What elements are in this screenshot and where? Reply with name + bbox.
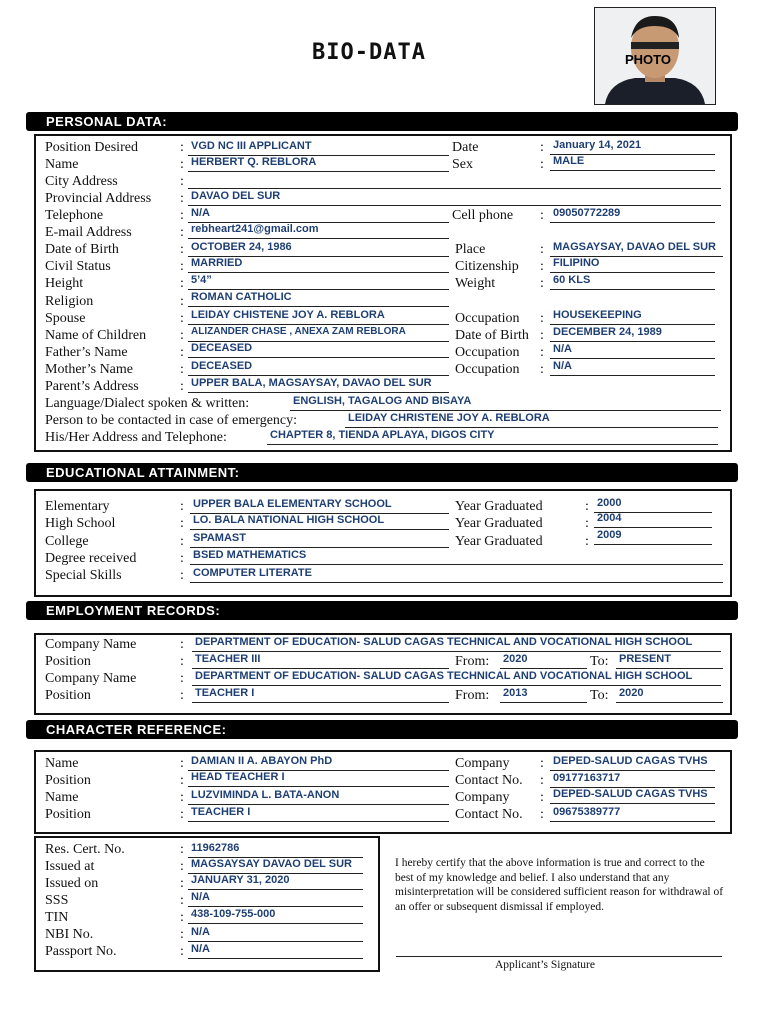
ref-contact2-field[interactable]: 09675389777 xyxy=(550,806,715,822)
high-school-year-label: Year Graduated xyxy=(455,516,543,531)
high-school-year-field[interactable]: 2004 xyxy=(594,512,712,528)
company1-field[interactable]: DEPARTMENT OF EDUCATION- SALUD CAGAS TECHNICAL AND VOCATIONAL HIGH SCHOOL xyxy=(192,636,721,652)
cell-phone-label: Cell phone xyxy=(452,208,514,223)
section-title: PERSONAL DATA: xyxy=(46,114,168,129)
section-title: EMPLOYMENT RECORDS: xyxy=(46,603,221,618)
section-header-education xyxy=(26,463,738,482)
from1-label: From: xyxy=(455,654,490,669)
degree-field[interactable]: BSED MATHEMATICS xyxy=(190,549,723,565)
college-label: College xyxy=(45,534,89,549)
spouse-occupation-field[interactable]: HOUSEKEEPING xyxy=(550,309,715,325)
ref-name2-field[interactable]: LUZVIMINDA L. BATA-ANON xyxy=(188,789,449,805)
emergency-address-field[interactable]: CHAPTER 8, TIENDA APLAYA, DIGOS CITY xyxy=(267,429,718,445)
provincial-address-label: Provincial Address xyxy=(45,191,152,206)
father-occupation-field[interactable]: N/A xyxy=(550,343,715,359)
spouse-birth-field[interactable]: DECEMBER 24, 1989 xyxy=(550,326,715,342)
elementary-field[interactable]: UPPER BALA ELEMENTARY SCHOOL xyxy=(190,498,449,514)
section-header-personal xyxy=(26,112,738,131)
spouse-birth-label: Date of Birth xyxy=(455,328,529,343)
tin-field[interactable]: 438-109-755-000 xyxy=(188,908,363,924)
nbi-field[interactable]: N/A xyxy=(188,926,363,942)
civil-status-field[interactable]: MARRIED xyxy=(188,257,449,273)
passport-field[interactable]: N/A xyxy=(188,943,363,959)
college-year-field[interactable]: 2009 xyxy=(594,529,712,545)
email-field[interactable]: rebheart241@gmail.com xyxy=(188,223,449,239)
sss-label: SSS xyxy=(45,893,69,908)
ref-position2-field[interactable]: TEACHER I xyxy=(188,806,449,822)
high-school-label: High School xyxy=(45,516,116,531)
photo-label: PHOTO xyxy=(625,52,671,67)
emergency-address-label: His/Her Address and Telephone: xyxy=(45,430,227,445)
issued-on-label: Issued on xyxy=(45,876,99,891)
father-occupation-label: Occupation xyxy=(455,345,520,360)
ref-contact1-label: Contact No. xyxy=(455,773,523,788)
elementary-label: Elementary xyxy=(45,499,110,514)
section-header-employment xyxy=(26,601,738,620)
weight-field[interactable]: 60 KLS xyxy=(550,274,715,290)
skills-field[interactable]: COMPUTER LITERATE xyxy=(190,567,723,583)
college-year-label: Year Graduated xyxy=(455,534,543,549)
section-header-reference xyxy=(26,720,738,739)
passport-label: Passport No. xyxy=(45,944,117,959)
issued-at-label: Issued at xyxy=(45,859,95,874)
company2-field[interactable]: DEPARTMENT OF EDUCATION- SALUD CAGAS TECHNICAL AND VOCATIONAL HIGH SCHOOL xyxy=(192,670,721,686)
applicant-photo xyxy=(594,7,716,105)
place-field[interactable]: MAGSAYSAY, DAVAO DEL SUR xyxy=(550,241,723,257)
sex-label: Sex xyxy=(452,157,473,172)
to1-field[interactable]: PRESENT xyxy=(616,653,723,669)
tin-label: TIN xyxy=(45,910,69,925)
ref-company2-label: Company xyxy=(455,790,510,805)
issued-at-field[interactable]: MAGSAYSAY DAVAO DEL SUR xyxy=(188,858,363,874)
sex-field[interactable]: MALE xyxy=(550,155,715,171)
position1-field[interactable]: TEACHER III xyxy=(192,653,449,669)
father-label: Father’s Name xyxy=(45,345,128,360)
parents-address-label: Parent’s Address xyxy=(45,379,139,394)
signature-line[interactable] xyxy=(396,956,722,957)
civil-status-label: Civil Status xyxy=(45,259,111,274)
spouse-field[interactable]: LEIDAY CHISTENE JOY A. REBLORA xyxy=(188,309,449,325)
children-field[interactable]: ALIZANDER CHASE , ANEXA ZAM REBLORA xyxy=(188,326,449,342)
ref-company1-label: Company xyxy=(455,756,510,771)
date-label: Date xyxy=(452,140,479,155)
sss-field[interactable]: N/A xyxy=(188,891,363,907)
language-field[interactable]: ENGLISH, TAGALOG AND BISAYA xyxy=(290,395,721,411)
emergency-field[interactable]: LEIDAY CHRISTENE JOY A. REBLORA xyxy=(345,412,718,428)
spouse-occupation-label: Occupation xyxy=(455,311,520,326)
ref-name2-label: Name xyxy=(45,790,79,805)
city-address-field[interactable] xyxy=(188,173,721,189)
college-field[interactable]: SPAMAST xyxy=(190,532,449,548)
to2-label: To: xyxy=(590,688,609,703)
date-field[interactable]: January 14, 2021 xyxy=(550,139,715,155)
to2-field[interactable]: 2020 xyxy=(616,687,723,703)
ref-name1-label: Name xyxy=(45,756,79,771)
section-title: CHARACTER REFERENCE: xyxy=(46,722,227,737)
ref-company1-field[interactable]: DEPED-SALUD CAGAS TVHS xyxy=(550,755,715,771)
place-label: Place xyxy=(455,242,486,257)
city-address-label: City Address xyxy=(45,174,118,189)
religion-field[interactable]: ROMAN CATHOLIC xyxy=(188,291,449,307)
ref-contact1-field[interactable]: 09177163717 xyxy=(550,772,715,788)
spouse-label: Spouse xyxy=(45,311,86,326)
position2-field[interactable]: TEACHER I xyxy=(192,687,449,703)
position1-label: Position xyxy=(45,654,91,669)
telephone-field[interactable]: N/A xyxy=(188,207,449,223)
weight-label: Weight xyxy=(455,276,496,291)
name-label: Name xyxy=(45,157,79,172)
skills-label: Special Skills xyxy=(45,568,122,583)
signature-label: Applicant’s Signature xyxy=(495,959,595,971)
high-school-field[interactable]: LO. BALA NATIONAL HIGH SCHOOL xyxy=(190,514,449,530)
citizenship-label: Citizenship xyxy=(455,259,519,274)
from1-field[interactable]: 2020 xyxy=(500,653,587,669)
elementary-year-field[interactable]: 2000 xyxy=(594,497,712,513)
birth-date-label: Date of Birth xyxy=(45,242,119,257)
ref-position1-label: Position xyxy=(45,773,91,788)
children-label: Name of Children xyxy=(45,328,147,343)
issued-on-field[interactable]: JANUARY 31, 2020 xyxy=(188,874,363,890)
position-desired-label: Position Desired xyxy=(45,140,138,155)
language-label: Language/Dialect spoken & written: xyxy=(45,396,250,411)
provincial-address-field[interactable]: DAVAO DEL SUR xyxy=(188,190,721,206)
nbi-label: NBI No. xyxy=(45,927,94,942)
company2-label: Company Name xyxy=(45,671,137,686)
section-title: EDUCATIONAL ATTAINMENT: xyxy=(46,465,240,480)
position-desired-field[interactable]: VGD NC III APPLICANT xyxy=(188,140,449,156)
res-cert-label: Res. Cert. No. xyxy=(45,842,125,857)
mother-label: Mother’s Name xyxy=(45,362,133,377)
certification-text: I hereby certify that the above information is true and correct to the best of my knowledge and belief. I also understand that any misinterpretation will be considered sufficient reason for withdrawal of an offer or subsequent dismissal if employed. xyxy=(395,857,724,913)
religion-label: Religion xyxy=(45,294,94,309)
email-label: E-mail Address xyxy=(45,225,132,240)
cell-phone-field[interactable]: 09050772289 xyxy=(550,207,715,223)
position2-label: Position xyxy=(45,688,91,703)
ref-contact2-label: Contact No. xyxy=(455,807,523,822)
telephone-label: Telephone xyxy=(45,208,104,223)
elementary-year-label: Year Graduated xyxy=(455,499,543,514)
from2-field[interactable]: 2013 xyxy=(500,687,587,703)
birth-date-field[interactable]: OCTOBER 24, 1986 xyxy=(188,241,449,257)
ref-company2-field[interactable]: DEPED-SALUD CAGAS TVHS xyxy=(550,788,715,804)
ref-name1-field[interactable]: DAMIAN II A. ABAYON PhD xyxy=(188,755,449,771)
mother-occupation-label: Occupation xyxy=(455,362,520,377)
ref-position2-label: Position xyxy=(45,807,91,822)
res-cert-field[interactable]: 11962786 xyxy=(188,842,363,858)
ref-position1-field[interactable]: HEAD TEACHER I xyxy=(188,771,449,787)
parents-address-field[interactable]: UPPER BALA, MAGSAYSAY, DAVAO DEL SUR xyxy=(188,377,449,393)
citizenship-field[interactable]: FILIPINO xyxy=(550,257,715,273)
height-field[interactable]: 5’4” xyxy=(188,274,449,290)
mother-field[interactable]: DECEASED xyxy=(188,360,449,376)
name-field[interactable]: HERBERT Q. REBLORA xyxy=(188,156,449,172)
degree-label: Degree received xyxy=(45,551,137,566)
mother-occupation-field[interactable]: N/A xyxy=(550,360,715,376)
from2-label: From: xyxy=(455,688,490,703)
page-title: BIO-DATA xyxy=(312,40,426,65)
to1-label: To: xyxy=(590,654,609,669)
emergency-label: Person to be contacted in case of emergency: xyxy=(45,413,298,428)
company1-label: Company Name xyxy=(45,637,137,652)
father-field[interactable]: DECEASED xyxy=(188,342,449,358)
height-label: Height xyxy=(45,276,84,291)
